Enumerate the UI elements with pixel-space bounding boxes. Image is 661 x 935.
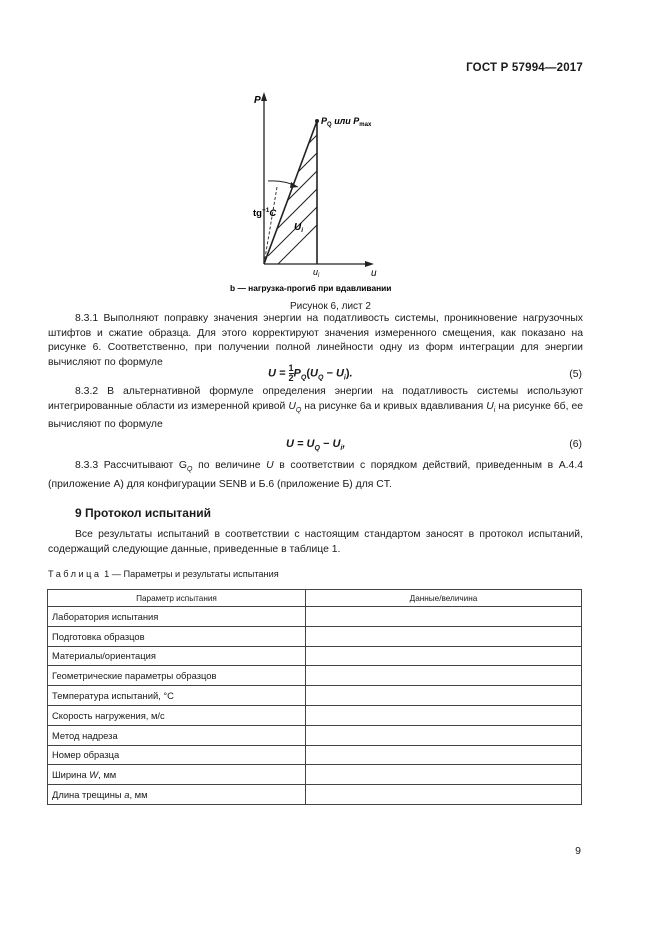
- indentation-curve: [264, 121, 317, 264]
- table-body: [48, 607, 582, 805]
- section-9-text: Все результаты испытаний в соответствии с настоящим стандартом заносят в протокол испытаний, содержащий следующие данные, приведенные в таблице 1.: [48, 529, 583, 555]
- x-tick-label: $u_i$: [313, 267, 320, 279]
- formula-5-number: (5): [569, 369, 582, 380]
- page-number: 9: [575, 845, 581, 857]
- table-cell-value: [306, 646, 582, 666]
- axis-y-label: P: [254, 95, 261, 106]
- table-cell-parameter: Длина трещины a, мм: [48, 785, 306, 805]
- table-cell-value: [306, 705, 582, 725]
- table-cell-value: [306, 765, 582, 785]
- table-header-row: [48, 590, 582, 607]
- axis-x-label: u: [371, 268, 377, 279]
- slope-tangent: [264, 187, 277, 264]
- peak-point: [315, 119, 319, 123]
- paragraph-8-3-2: 8.3.2 В альтернативной формуле определения энергии на податливость системы используют интегрированные области из измеренной кривой $U_Q$ на рисунке 6а и кривых вдавливания $U_i$ на рисунке 6б, ее вычисляют по формуле: [48, 386, 583, 431]
- col-header-value: Данные/величина: [306, 590, 582, 607]
- slope-label: $tg^{-1}C$: [253, 207, 277, 219]
- table-cell-value: [306, 785, 582, 805]
- table-cell-parameter: Геометрические параметры образцов: [48, 666, 306, 686]
- table-row: [48, 666, 582, 686]
- section-9-heading: 9 Протокол испытаний: [75, 506, 211, 520]
- table-cell-parameter: Скорость нагружения, м/с: [48, 705, 306, 725]
- table-cell-value: [306, 607, 582, 627]
- table-row: [48, 646, 582, 666]
- document-code: ГОСТ Р 57994—2017: [466, 62, 583, 74]
- peak-label: $P_Q$ или $P_{max}$: [321, 116, 372, 128]
- table-cell-parameter: Подготовка образцов: [48, 626, 306, 646]
- table-cell-parameter: Метод надреза: [48, 725, 306, 745]
- table-cell-value: [306, 626, 582, 646]
- table-cell-value: [306, 686, 582, 706]
- formula-6-number: (6): [569, 439, 582, 450]
- table-cell-parameter: Температура испытаний, °С: [48, 686, 306, 706]
- table-1: [47, 589, 582, 805]
- table-row: [48, 626, 582, 646]
- paragraph-8-3-3: 8.3.3 Рассчитывают $G_Q$ по величине U в соответствии с порядком действий, приведенным в А.4.4 (приложение А) для конфигурации SENB и Б.6 (приложение Б) для CT.: [48, 460, 584, 490]
- table-row: [48, 705, 582, 725]
- figure-caption: Рисунок 6, лист 2: [290, 301, 371, 312]
- load-deflection-figure: [228, 92, 408, 302]
- table-cell-value: [306, 725, 582, 745]
- table-cell-parameter: Ширина W, мм: [48, 765, 306, 785]
- table-row: [48, 765, 582, 785]
- table-row: [48, 725, 582, 745]
- table-cell-value: [306, 666, 582, 686]
- table-cell-parameter: Номер образца: [48, 745, 306, 765]
- paragraph-8-3-1: 8.3.1 Выполняют поправку значения энергии на податливость системы, проникновение нагрузочных штифтов и сжатие образца. Для этого корректируют значения измеренного смещения, как показано на рисунке 6. Соответственно, при получении полной линейности одну из форм интеграции для энергии вычисляют по формуле: [48, 313, 583, 368]
- table-row: [48, 607, 582, 627]
- col-header-parameter: Параметр испытания: [48, 590, 306, 607]
- formula-6: $U = U_Q - U_i$,: [286, 438, 346, 453]
- table-1-caption: Таблица 1 — Параметры и результаты испытания: [48, 569, 279, 579]
- table-row: [48, 785, 582, 805]
- formula-5: U = $\frac{1}{2}$ $P_Q(U_Q - U_i)$.: [268, 363, 353, 383]
- table-cell-parameter: Лаборатория испытания: [48, 607, 306, 627]
- table-cell-value: [306, 745, 582, 765]
- area-label: $U_i$: [294, 222, 304, 234]
- table-row: [48, 686, 582, 706]
- figure-sublabel: b — нагрузка-прогиб при вдавливании: [230, 283, 392, 293]
- table-row: [48, 745, 582, 765]
- table-cell-parameter: Материалы/ориентация: [48, 646, 306, 666]
